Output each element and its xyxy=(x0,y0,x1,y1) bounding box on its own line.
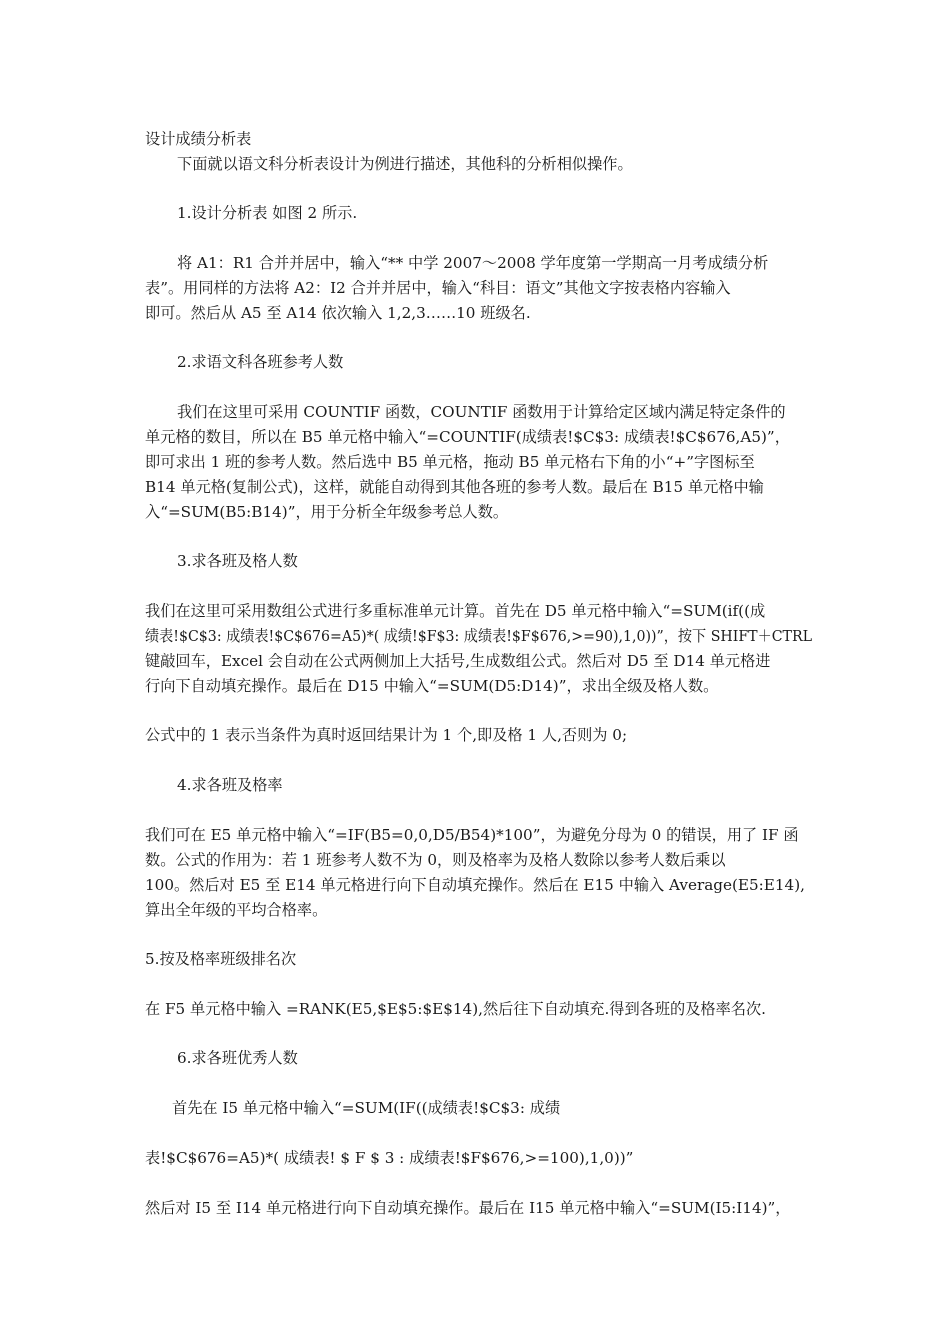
section-6-line-2: 表!$C$676=A5)*( 成绩表! $ F $ 3 : 成绩表!$F$676,>=100),1,0))” xyxy=(145,1149,634,1167)
section-3-line-1: 我们在这里可采用数组公式进行多重标准单元计算。首先在 D5 单元格中输入“=SUM(if((成 xyxy=(145,602,766,620)
section-2-line-4: B14 单元格(复制公式)，这样，就能自动得到其他各班的参考人数。最后在 B15 单元格中输 xyxy=(145,478,764,496)
section-5-body: 在 F5 单元格中输入 =RANK(E5,$E$5:$E$14),然后往下自动填充.得到各班的及格率名次. xyxy=(145,1000,766,1018)
section-2-line-1: 我们在这里可采用 COUNTIF 函数，COUNTIF 函数用于计算给定区域内满足特定条件的 xyxy=(177,403,786,421)
section-3-line-3: 键敲回车，Excel 会自动在公式两侧加上大括号,生成数组公式。然后对 D5 至 D14 单元格进 xyxy=(145,652,771,670)
section-1-heading: 1.设计分析表 如图 2 所示. xyxy=(177,204,358,222)
section-3-line-4: 行向下自动填充操作。最后在 D15 中输入“=SUM(D5:D14)”，求出全级及格人数。 xyxy=(145,677,719,695)
section-4-line-4: 算出全年级的平均合格率。 xyxy=(145,901,328,919)
intro-paragraph: 下面就以语文科分析表设计为例进行描述，其他科的分析相似操作。 xyxy=(177,155,633,173)
section-2-line-2: 单元格的数目，所以在 B5 单元格中输入“=COUNTIF(成绩表!$C$3: 成绩表!$C$676,A5)”， xyxy=(145,428,790,446)
section-4-line-1: 我们可在 E5 单元格中输入“=IF(B5=0,0,D5/B54)*100”，为避免分母为 0 的错误，用了 IF 函 xyxy=(145,826,799,844)
section-6-line-1: 首先在 I5 单元格中输入“=SUM(IF((成绩表!$C$3: 成绩 xyxy=(172,1099,561,1117)
section-1-line-2: 表”。用同样的方法将 A2：I2 合并并居中，输入“科目：语文”其他文字按表格内容输入 xyxy=(145,279,731,297)
section-1-line-1: 将 A1：R1 合并并居中，输入“** 中学 2007～2008 学年度第一学期高一月考成绩分析 xyxy=(177,254,769,272)
section-2-line-5: 入“=SUM(B5:B14)”，用于分析全年级参考总人数。 xyxy=(145,503,509,521)
section-3-heading: 3.求各班及格人数 xyxy=(177,552,298,570)
section-2-line-3: 即可求出 1 班的参考人数。然后选中 B5 单元格，拖动 B5 单元格右下角的小“+”字图标至 xyxy=(145,453,755,471)
doc-title: 设计成绩分析表 xyxy=(145,130,252,148)
section-4-heading: 4.求各班及格率 xyxy=(177,776,283,794)
section-5-heading: 5.按及格率班级排名次 xyxy=(145,950,297,968)
section-2-heading: 2.求语文科各班参考人数 xyxy=(177,353,344,371)
section-1-line-3: 即可。然后从 A5 至 A14 依次输入 1,2,3……10 班级名. xyxy=(145,304,531,322)
section-3-line-2: 绩表!$C$3: 成绩表!$C$676=A5)*( 成绩!$F$3: 成绩表!$F$676,>=90),1,0))”，按下 SHIFT＋CTRL xyxy=(145,627,813,645)
section-6-heading: 6.求各班优秀人数 xyxy=(177,1049,298,1067)
section-4-line-3: 100。然后对 E5 至 E14 单元格进行向下自动填充操作。然后在 E15 中输入 Average(E5:E14), xyxy=(145,876,805,894)
section-3-note: 公式中的 1 表示当条件为真时返回结果计为 1 个,即及格 1 人,否则为 0; xyxy=(145,726,628,744)
section-4-line-2: 数。公式的作用为：若 1 班参考人数不为 0，则及格率为及格人数除以参考人数后乘以 xyxy=(145,851,726,869)
section-6-line-3: 然后对 I5 至 I14 单元格进行向下自动填充操作。最后在 I15 单元格中输入“=SUM(I5:I14)”， xyxy=(145,1199,791,1217)
